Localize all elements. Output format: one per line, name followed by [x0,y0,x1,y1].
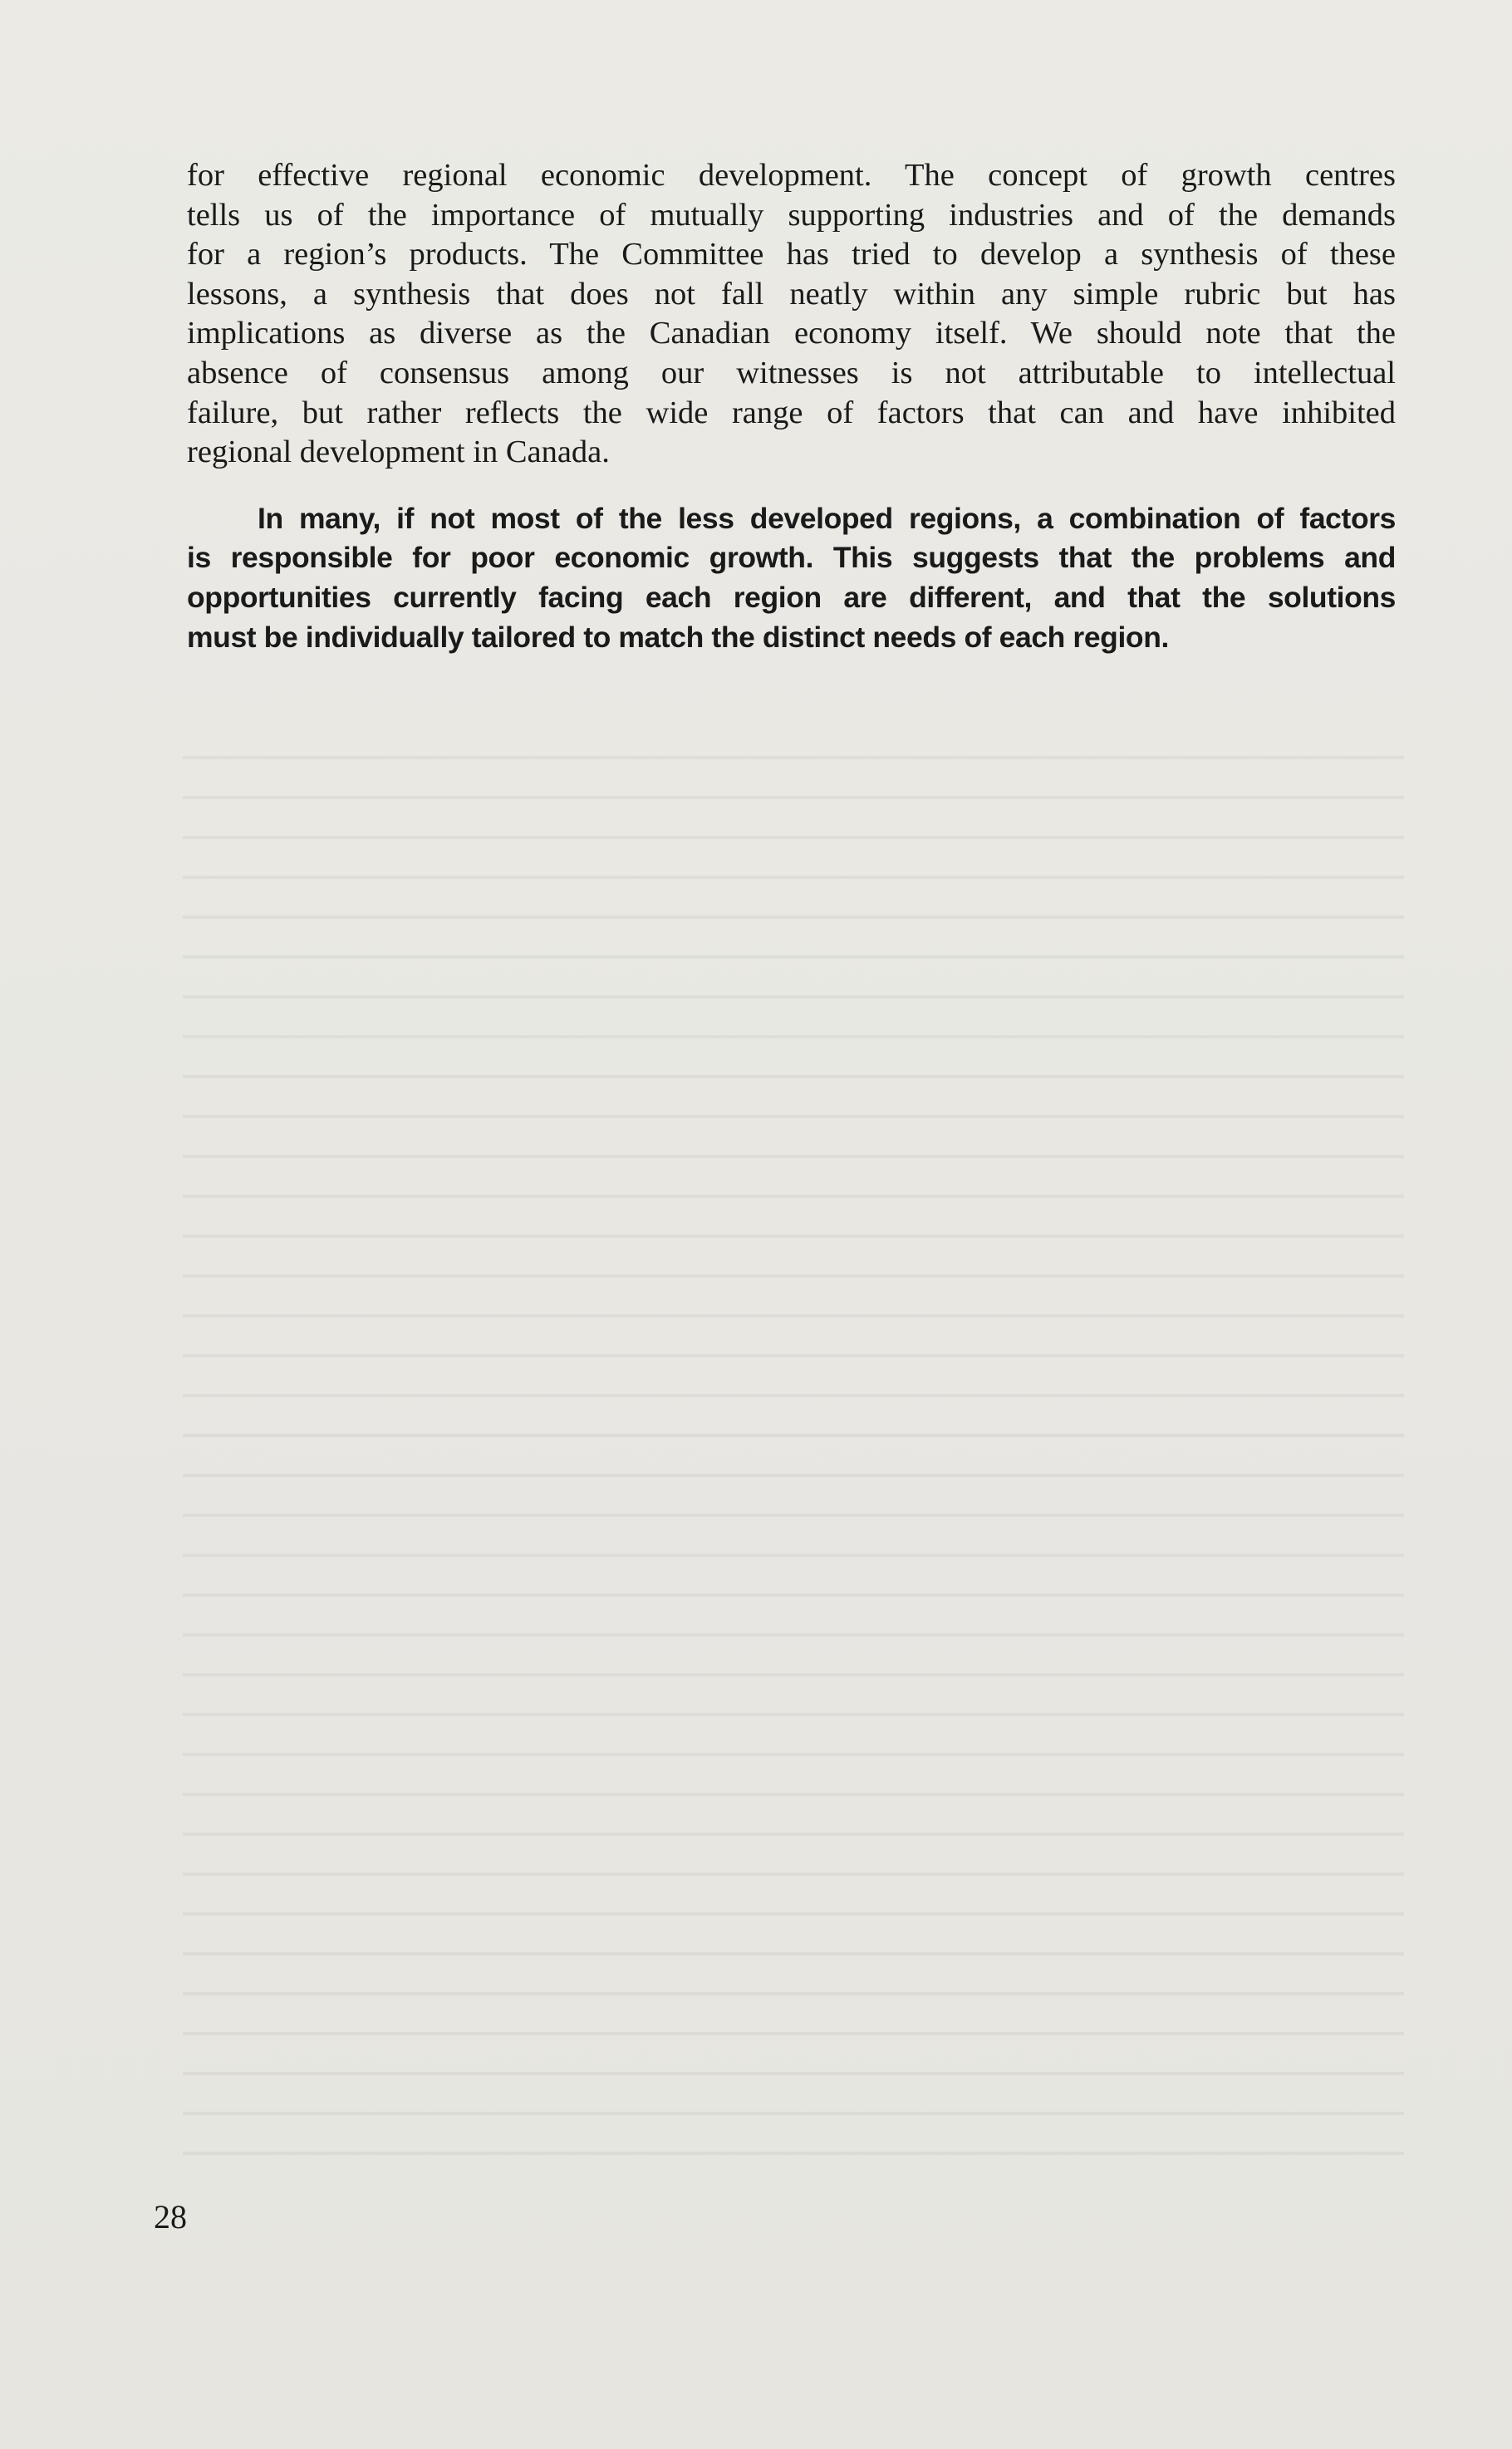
text-line: must be individually tailored to match the distinct needs of each region. [187,620,1169,654]
text-line: absence of consensus among our witnesses is not attributable to intellectual [187,355,1396,390]
text-line: opportunities currently facing each region are different, and that the solutions [187,580,1396,614]
text-line: regional development in Canada. [187,434,610,470]
text-line: In many, if not most of the less developed regions, a combination of factors [258,501,1396,535]
text-line: implications as diverse as the Canadian economy itself. We should note that the [187,316,1396,351]
body-text [187,156,1396,657]
text-line: tells us of the importance of mutually supporting industries and of the demands [187,197,1396,233]
paragraph-regional-development [187,156,1396,473]
text-line: is responsible for poor economic growth. This suggests that the problems and [187,541,1396,575]
text-line: lessons, a synthesis that does not fall neatly within any simple rubric but has [187,276,1396,312]
page-number: 28 [154,2198,187,2236]
text-line: failure, but rather reflects the wide range of factors that can and have inhibited [187,395,1396,430]
paragraph-recommendation-bold [187,499,1396,657]
text-line: for a region’s products. The Committee has tried to develop a synthesis of these [187,237,1396,272]
show-through-texture [183,731,1404,2160]
text-line: for effective regional economic development. The concept of growth centres [187,158,1396,193]
